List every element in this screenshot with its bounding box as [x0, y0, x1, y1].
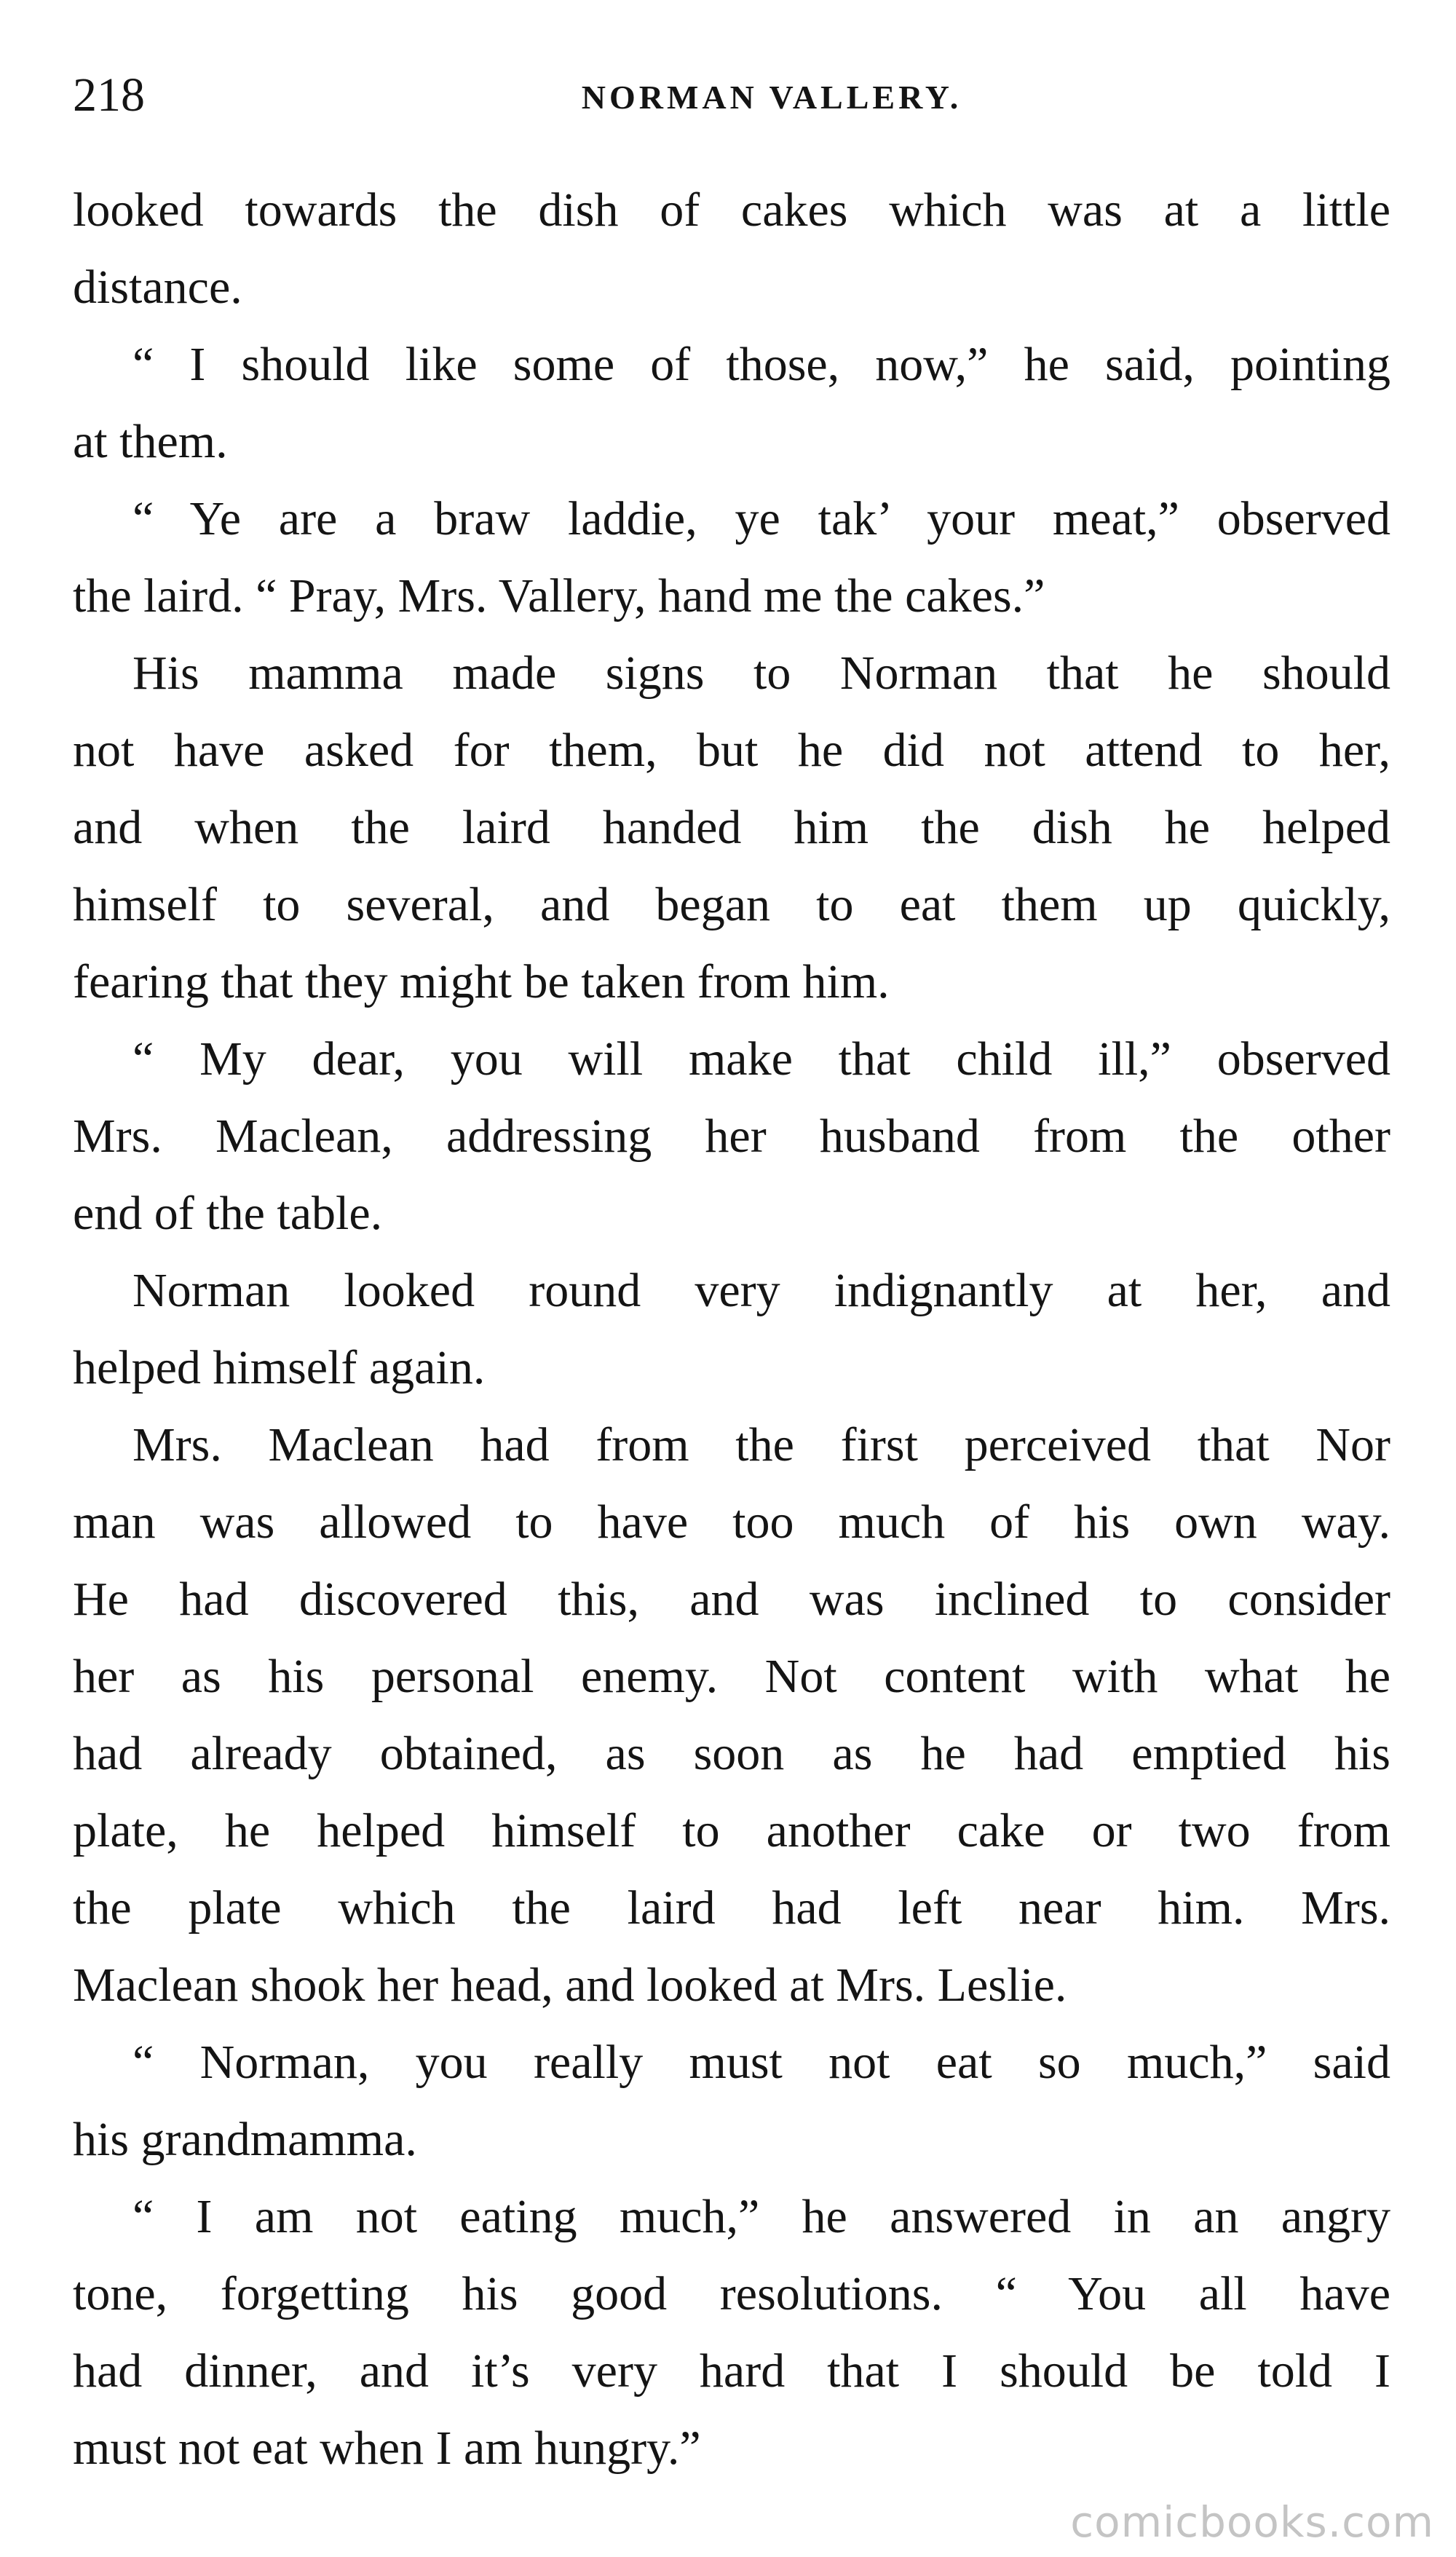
- text-line: at them.: [73, 415, 228, 468]
- text-line: the plate which the laird had left near him. Mrs.: [73, 1881, 1390, 1934]
- text-line: her as his personal enemy. Not content with what he: [73, 1650, 1390, 1703]
- page-header: [73, 63, 1390, 128]
- text-line: His mamma made signs to Norman that he should: [132, 647, 1390, 700]
- text-line: “ I am not eating much,” he answered in an angry: [132, 2190, 1390, 2243]
- body-text: [73, 172, 1390, 2487]
- text-line: “ I should like some of those, now,” he said, pointing: [132, 338, 1390, 391]
- text-line: himself to several, and began to eat them up quickly,: [73, 878, 1390, 931]
- text-line: his grandmamma.: [73, 2113, 417, 2166]
- text-line: helped himself again.: [73, 1341, 486, 1394]
- text-line: plate, he helped himself to another cake or two from: [73, 1804, 1390, 1857]
- text-line: “ Norman, you really must not eat so much,” said: [132, 2036, 1390, 2089]
- text-line: “ Ye are a braw laddie, ye tak’ your meat,” observed: [132, 492, 1390, 545]
- text-line: the laird. “ Pray, Mrs. Vallery, hand me the cakes.”: [73, 569, 1045, 623]
- text-line: “ My dear, you will make that child ill,” observed: [132, 1032, 1390, 1086]
- text-line: had dinner, and it’s very hard that I should be told I: [73, 2344, 1390, 2398]
- text-line: man was allowed to have too much of his own way.: [73, 1495, 1390, 1549]
- text-line: He had discovered this, and was inclined to consider: [73, 1573, 1390, 1626]
- text-line: had already obtained, as soon as he had emptied his: [73, 1727, 1390, 1780]
- page-number: 218: [73, 68, 145, 122]
- text-line: not have asked for them, but he did not attend to her,: [73, 724, 1390, 777]
- text-line: tone, forgetting his good resolutions. “ You all have: [73, 2267, 1390, 2320]
- running-head: NORMAN VALLERY.: [581, 79, 962, 116]
- text-line: Mrs. Maclean, addressing her husband from the other: [73, 1110, 1390, 1163]
- text-line: Norman looked round very indignantly at her, and: [132, 1264, 1390, 1317]
- text-line: Mrs. Maclean had from the first perceived that Nor: [132, 1418, 1390, 1471]
- text-line: looked towards the dish of cakes which was at a little: [73, 183, 1390, 237]
- text-line: distance.: [73, 261, 242, 314]
- text-line: and when the laird handed him the dish he helped: [73, 801, 1390, 854]
- text-line: Maclean shook her head, and looked at Mrs. Leslie.: [73, 1959, 1067, 2012]
- text-line: end of the table.: [73, 1187, 383, 1240]
- text-line: fearing that they might be taken from him.: [73, 955, 890, 1008]
- text-line: must not eat when I am hungry.”: [73, 2422, 701, 2475]
- watermark: comicbooks.com: [1070, 2497, 1434, 2547]
